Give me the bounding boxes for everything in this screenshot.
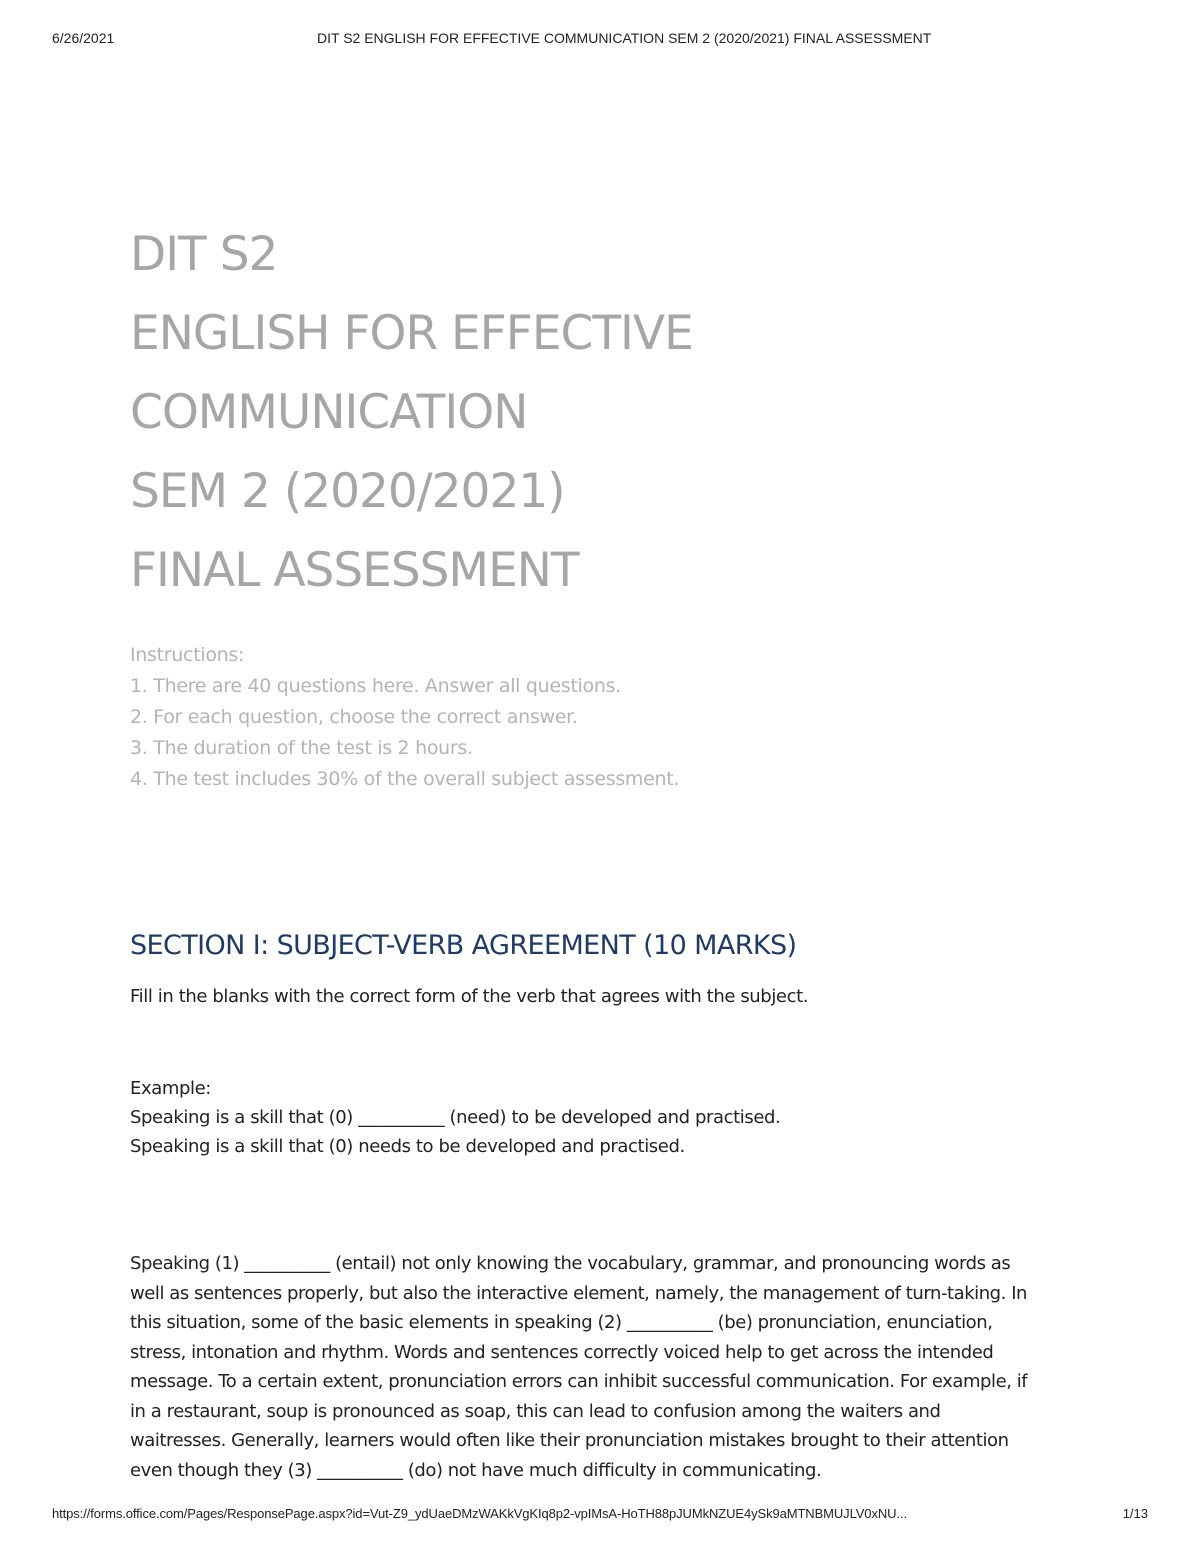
- form-title-line: ENGLISH FOR EFFECTIVE: [130, 306, 693, 361]
- print-footer: [52, 1506, 1148, 1526]
- passage-line: well as sentences properly, but also the interactive element, namely, the management of turn-taking. In: [130, 1282, 1028, 1304]
- passage-line: stress, intonation and rhythm. Words and sentences correctly voiced help to get across the intended: [130, 1341, 994, 1363]
- form-title: [130, 215, 1030, 610]
- example-label: Example:: [130, 1078, 211, 1099]
- instruction-item: 4. The test includes 30% of the overall subject assessment.: [130, 768, 680, 790]
- form-title-line: COMMUNICATION: [130, 385, 528, 440]
- passage-line: in a restaurant, soup is pronounced as soap, this can lead to confusion among the waiters and: [130, 1400, 941, 1422]
- example-block: [130, 1074, 780, 1161]
- section-title: SECTION I: SUBJECT-VERB AGREEMENT (10 MARKS): [130, 930, 797, 961]
- print-header: [52, 30, 1148, 50]
- passage-line: waitresses. Generally, learners would often like their pronunciation mistakes brought to their attention: [130, 1430, 1009, 1451]
- form-title-line: SEM 2 (2020/2021): [130, 464, 565, 519]
- section-subtitle: Fill in the blanks with the correct form of the verb that agrees with the subject.: [130, 986, 809, 1007]
- print-document-title: DIT S2 ENGLISH FOR EFFECTIVE COMMUNICATION SEM 2 (2020/2021) FINAL ASSESSMENT: [317, 30, 932, 46]
- instruction-item: 3. The duration of the test is 2 hours.: [130, 737, 473, 759]
- example-answer: Speaking is a skill that (0) needs to be developed and practised.: [130, 1136, 685, 1157]
- passage-line: even though they (3) __________ (do) not have much difficulty in communicating.: [130, 1459, 822, 1481]
- passage-line: message. To a certain extent, pronunciation errors can inhibit successful communication. For example, if: [130, 1371, 1028, 1392]
- instructions: [130, 640, 1030, 795]
- print-date: 6/26/2021: [52, 30, 115, 46]
- passage-line: Speaking (1) __________ (entail) not only knowing the vocabulary, grammar, and pronouncing words as: [130, 1253, 1011, 1274]
- instruction-item: 2. For each question, choose the correct answer.: [130, 706, 578, 728]
- page-url: https://forms.office.com/Pages/ResponsePage.aspx?id=Vut-Z9_ydUaeDMzWAKkVgKIq8p2-vpIMsA-HoTH88pJUMkNZUE4ySk9aMTNBMUJLV0xNU...: [52, 1506, 907, 1521]
- page-number: 1/13: [1122, 1506, 1148, 1521]
- instructions-heading: Instructions:: [130, 644, 245, 666]
- form-title-line: DIT S2: [130, 227, 278, 282]
- passage-line: this situation, some of the basic elements in speaking (2) __________ (be) pronunciation, enunciation,: [130, 1312, 993, 1333]
- example-question: Speaking is a skill that (0) __________ (need) to be developed and practised.: [130, 1107, 781, 1128]
- question-passage: [130, 1249, 1080, 1485]
- instruction-item: 1. There are 40 questions here. Answer all questions.: [130, 675, 621, 697]
- form-title-line: FINAL ASSESSMENT: [130, 543, 579, 598]
